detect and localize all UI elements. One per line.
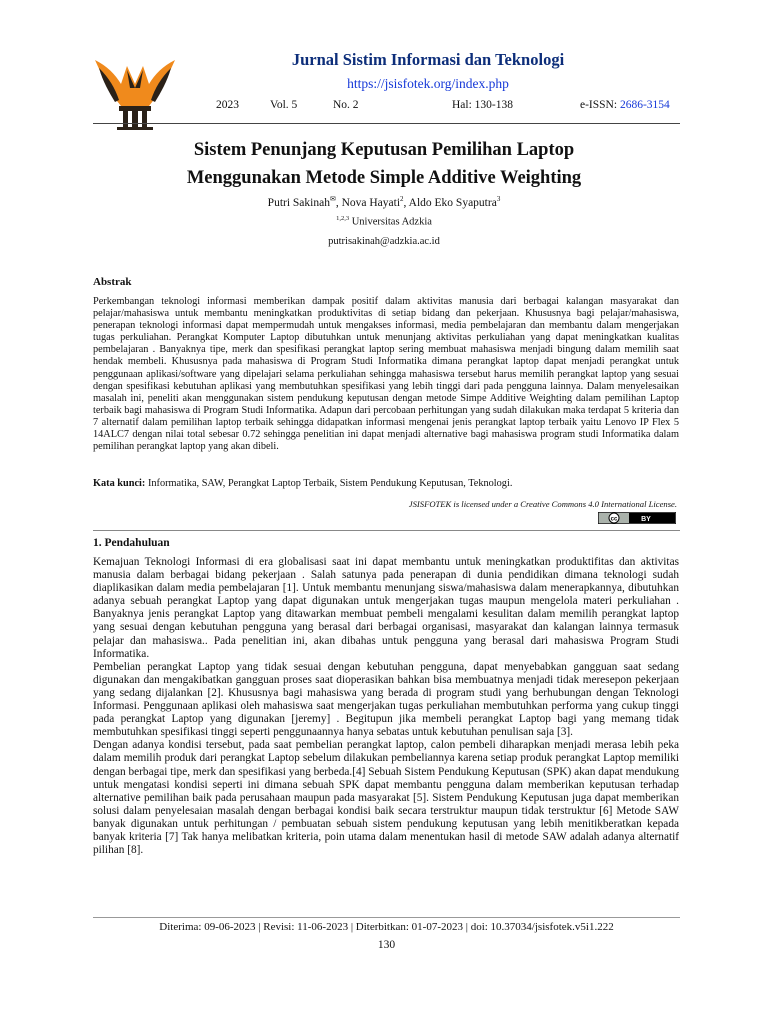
page-number: 130 [377,939,396,951]
affiliation [60,215,708,228]
paragraph-3: Dengan adanya kondisi tersebut, pada saat pembelian perangkat laptop, calon pembeli diharapkan menjadi merasa lebih peka dalam memilih produk dari perangkat Laptop sebelum dilakukan pembeliannya karena setiap produk perangkat Laptop memiliki dengan berbagai tipe, merk dan spesifikasi yang berbeda.[4] Sebuah Sistem Pendukung Keputusan (SPK) akan dapat mendukung untuk mengatasi kondisi seperti ini dimana sebuah SPK dapat membantu pengguna dalam memberikan keputusan terhadap alternative pemilihan baik pada perusahaan maupun pada masyarakat [5]. Sistem Pendukung Keputusan juga dapat memberikan solusi dalam penyelesaian masalah dengan berbagai kondisi baik secara terstruktur maupun tidak terstruktur [6] Metode SAW banyak digunakan untuk perhitungan / pembuatan sebuah sistem pendukung keputusan yang lebih menitikberatkan kepada banyak kriteria [7] Tak hanya melibatkan kriteria, poin utama dalam menentukan hasil di metode SAW adalah adanya alternatif pilihan [8]. [93,739,679,857]
abstract-divider [93,530,680,531]
author-3-sup: 3 [496,195,501,203]
footer-dates: Diterima: 09-06-2023 | Revisi: 11-06-2023 | Diterbitkan: 01-07-2023 | doi: 10.37034/jsisfotek.v5i1.222 [159,921,614,933]
journal-url-link[interactable]: https://jsisfotek.org/index.php [347,76,509,91]
issue-year: 2023 [216,99,239,111]
page-range: Hal: 130-138 [452,99,514,111]
journal-name: Jurnal Sistim Informasi dan Teknologi [291,50,565,69]
envelope-icon: ✉ [329,195,336,203]
keywords [93,478,679,489]
keywords-label: Kata kunci: [93,478,148,489]
creative-commons-badge-icon[interactable] [598,512,676,524]
article-title-line2: Menggunakan Metode Simple Additive Weighting [186,168,582,188]
issue-number: No. 2 [333,99,359,111]
author-3: , Aldo Eko Syaputra [403,196,497,209]
article-title-line1: Sistem Penunjang Keputusan Pemilihan Laptop [193,140,575,160]
paragraph-2: Pembelian perangkat Laptop yang tidak sesuai dengan kebutuhan pengguna, dapat menyebabkan gangguan saat sedang digunakan dan mengakibatkan gangguan proses saat dioperasikan bahkan bisa membuatnya menjadi tidak meresepon pekerjaan yang sedang dijalankan [2]. Khususnya bagi mahasiswa yang berada di program studi yang berhubungan dengan Teknologi Informasi. Penggunaan aplikasi oleh mahasiswa saat mengerjakan tugas perkuliahan membutuhkan performa yang cukup tinggi pada perangkat Laptop yang digunakan [jeremy] . Begitupun jika membeli perangkat Laptop bagi yang memang tidak membutuhkan spesifikasi tinggi seperti penggunaannya hanya sebatas untuk kebutuhan penulisan saja [3]. [93,660,679,739]
paragraph-1: Kemajuan Teknologi Informasi di era globalisasi saat ini dapat membantu untuk meningkatkan produktifitas dan aktivitas manusia dalam berbagai bidang pekerjaan . Salah satunya pada penerapan di dunia pendidikan dimana teknologi sudah diaplikasikan dalam media pembelajaran [1]. Untuk membantu menunjang siswa/mahasiswa dalam menerapkannya, dibutuhkan adanya sebuah perangkat Laptop yang dapat digunakan untuk mengerjakan tugas maupun mengelola materi perkuliahan . Banyaknya jenis perangkat Laptop yang ditawarkan membuat pembeli mengalami kesulitan dalam memilih perangkat laptop yang sesuai dengan kebutuhan pengguna yang berasal dari berbagai organisasi, masyarakat dan kalangan lainnya termasuk pelajar dan mahasiswa.. Pada penelitian ini, akan dibahas untuk pengguna yang berasal dari mahasiswa Program Studi Informatika. [93,556,679,660]
eissn-value[interactable]: 2686-3154 [619,99,670,111]
journal-logo-icon [93,44,177,130]
license-text: JSISFOTEK is licensed under a Creative Commons 4.0 International License. [408,499,677,509]
affiliation-sup: 1,2,3 [336,215,350,222]
section-heading: 1. Pendahuluan [93,537,170,549]
eissn [580,99,670,111]
section-body [93,556,679,857]
affiliation-name: Universitas Adzkia [349,216,432,228]
by-badge-label: BY [641,516,651,523]
author-2: , Nova Hayati [335,196,401,209]
eissn-label: e-ISSN: [580,99,620,111]
author-email: putrisakinah@adzkia.ac.id [328,236,440,247]
footer-divider [93,917,680,918]
header-divider [93,123,680,124]
issue-volume: Vol. 5 [270,99,298,111]
abstract-heading: Abstrak [93,276,132,288]
keywords-list: Informatika, SAW, Perangkat Laptop Terbaik, Sistem Pendukung Keputusan, Teknologi. [147,478,513,489]
cc-badge-label: cc [610,516,618,523]
author-1: Putri Sakinah [267,196,330,209]
author-2-sup: 2 [400,195,404,203]
author-list [60,195,708,209]
abstract-text: Perkembangan teknologi informasi memberikan dampak positif dalam aktivitas manusia dari berbagai kalangan masyarakat dan pelajar/mahasiswa untuk membantu meningkatkan produktivitas di setiap bidang dan pekerjaan. Khususnya bagi pelajar/mahasiswa, penerapan teknologi informasi dapat mempermudah untuk mengakses informasi, media pembelajaran dan membantu dalam mengerjakan tugas perkuliahan. Perangkat Komputer Laptop dibutuhkan untuk menunjang aktivitas perkuliahan yang dapat meningkatkan kualitas pembelajaran . Banyaknya tipe, merk dan spesifikasi perangkat laptop sering membuat mahasiswa menjadi bingung dalam memilih saat hendak membeli. Khususnya pada mahasiswa di Program Studi Informatika dimana perangkat laptop dapat menjadi perangkat untuk penggunaan aplikasi/software yang dipelajari selama perkuliahan sehingga mahasiswa tersebut harus memilih perangkat laptop yang sesuai dengan spesifikasi kebutuhan aplikasi yang membutuhkan spesifikasi yang lebih tinggi dari pada pengguna lainnya. Dalam menyelesaikan masalah ini, peneliti akan menggunakan sistem pendukung keputusan dengan metode Simpe Additive Weighting dalam pemilihan Laptop terbaik bagi mahasiswa di Program Studi Informatika. Adapun dari percobaan perhitungan yang sudah dilakukan maka terdapat 5 kriteria dan 7 alternatif dalam pemilihan laptop terbaik sehingga didapatkan informasi mengenai jenis perangkat laptop terbaik yaitu Lenovo IP Flex 5 14ALC7 dengan nilai total sebesar 0.72 sehingga penelitian ini dapat menjadi alternative bagi mahasiswa program studi Informatika dalam pemilihan perangkat laptop yang akan dibeli. [93,296,679,453]
